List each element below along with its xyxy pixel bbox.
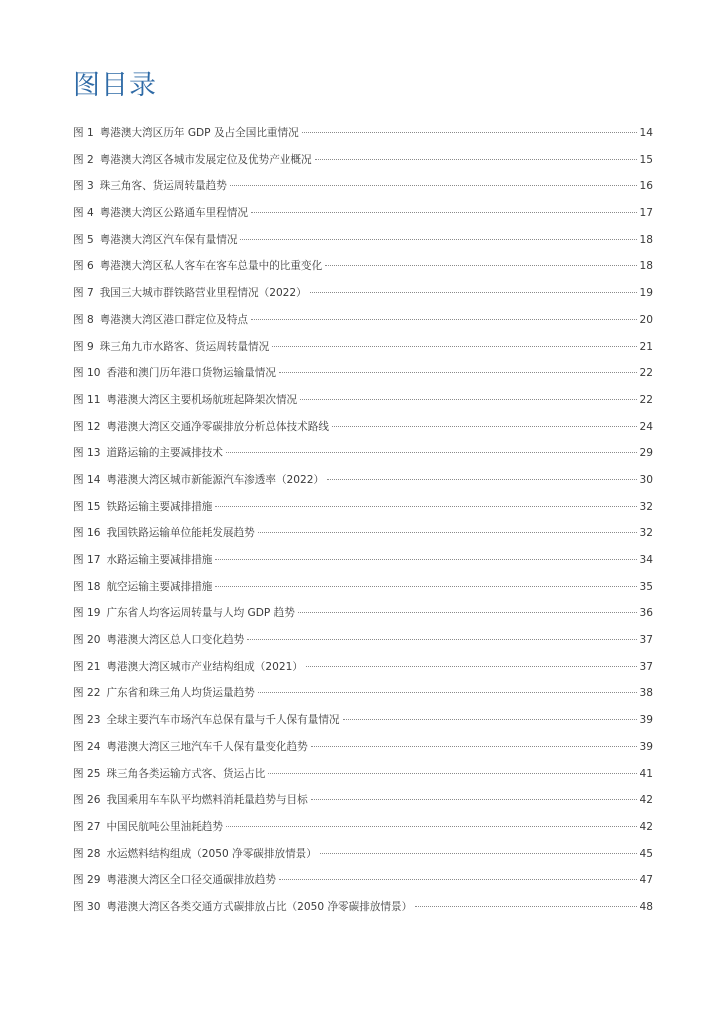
- toc-entry[interactable]: [73, 894, 653, 921]
- figure-number: 图 6: [73, 260, 94, 273]
- toc-entry[interactable]: [73, 334, 653, 361]
- figure-number: 图 20: [73, 634, 101, 647]
- figure-number: 图 4: [73, 207, 94, 220]
- page-number: 48: [639, 900, 653, 913]
- toc-entry[interactable]: [73, 120, 653, 147]
- page-number: 37: [639, 660, 653, 673]
- dot-leader: [258, 532, 637, 533]
- page-number: 21: [639, 340, 653, 353]
- figure-title: 粤港澳大湾区交通净零碳排放分析总体技术路线: [106, 420, 329, 433]
- page-number: 15: [639, 153, 653, 166]
- dot-leader: [327, 479, 636, 480]
- toc-entry[interactable]: [73, 253, 653, 280]
- toc-entry[interactable]: [73, 654, 653, 681]
- toc-entry[interactable]: [73, 547, 653, 574]
- dot-leader: [215, 586, 636, 587]
- toc-entry[interactable]: [73, 600, 653, 627]
- dot-leader: [415, 906, 636, 907]
- figure-number: 图 28: [73, 847, 101, 860]
- toc-entry[interactable]: [73, 520, 653, 547]
- dot-leader: [302, 132, 637, 133]
- figure-title: 粤港澳大湾区主要机场航班起降架次情况: [106, 393, 298, 406]
- page-number: 42: [639, 820, 653, 833]
- dot-leader: [325, 265, 636, 266]
- dot-leader: [298, 612, 637, 613]
- figure-title: 粤港澳大湾区历年 GDP 及占全国比重情况: [99, 127, 299, 139]
- toc-entry[interactable]: [73, 707, 653, 734]
- figure-number: 图 22: [73, 687, 101, 700]
- toc-entry[interactable]: [73, 360, 653, 387]
- dot-leader: [230, 185, 637, 186]
- figure-title: 珠三角各类运输方式客、货运占比: [106, 767, 266, 780]
- dot-leader: [310, 292, 637, 293]
- dot-leader: [272, 346, 636, 347]
- toc-entry[interactable]: [73, 574, 653, 601]
- toc-entry[interactable]: [73, 680, 653, 707]
- figure-number: 图 25: [73, 767, 101, 780]
- page-number: 47: [639, 874, 653, 887]
- page-number: 38: [639, 687, 653, 700]
- page-number: 29: [639, 447, 653, 460]
- toc-entry[interactable]: [73, 627, 653, 654]
- figure-title: 珠三角九市水路客、货运周转量情况: [99, 340, 270, 353]
- figure-number: 图 21: [73, 660, 101, 673]
- figure-title: 铁路运输主要减排措施: [106, 500, 213, 513]
- dot-leader: [251, 212, 637, 213]
- toc-entry[interactable]: [73, 307, 653, 334]
- page-number: 36: [639, 607, 653, 620]
- page-number: 42: [639, 794, 653, 807]
- toc-entry[interactable]: [73, 200, 653, 227]
- dot-leader: [279, 372, 637, 373]
- page-number: 22: [639, 393, 653, 406]
- toc-entry[interactable]: [73, 280, 653, 307]
- figure-title: 粤港澳大湾区各城市发展定位及优势产业概况: [99, 153, 312, 166]
- toc-entry[interactable]: [73, 761, 653, 788]
- figure-title: 全球主要汽车市场汽车总保有量与千人保有量情况: [106, 714, 340, 727]
- page-title: 图目录: [73, 70, 157, 101]
- figure-title: 粤港澳大湾区城市产业结构组成（2021）: [106, 660, 303, 673]
- figure-title: 水运燃料结构组成（2050 净零碳排放情景）: [106, 847, 317, 860]
- page-number: 18: [639, 260, 653, 273]
- page-number: 32: [639, 500, 653, 513]
- toc-entry[interactable]: [73, 440, 653, 467]
- toc-entry[interactable]: [73, 734, 653, 761]
- toc-entry[interactable]: [73, 387, 653, 414]
- figure-title: 粤港澳大湾区私人客车在客车总量中的比重变化: [99, 260, 323, 273]
- page-number: 39: [639, 714, 653, 727]
- figure-title: 粤港澳大湾区各类交通方式碳排放占比（2050 净零碳排放情景）: [106, 900, 413, 913]
- page-number: 30: [639, 473, 653, 486]
- page-number: 41: [639, 767, 653, 780]
- page-number: 14: [639, 127, 653, 139]
- dot-leader: [226, 826, 637, 827]
- figure-number: 图 30: [73, 900, 101, 913]
- dot-leader: [268, 773, 636, 774]
- toc-entry[interactable]: [73, 414, 653, 441]
- dot-leader: [247, 639, 636, 640]
- figure-title: 粤港澳大湾区三地汽车千人保有量变化趋势: [106, 740, 308, 753]
- figure-number: 图 26: [73, 794, 101, 807]
- figure-number: 图 16: [73, 527, 101, 540]
- figure-number: 图 8: [73, 313, 94, 326]
- figure-number: 图 5: [73, 233, 94, 246]
- toc-entry[interactable]: [73, 147, 653, 174]
- dot-leader: [300, 399, 636, 400]
- figure-title: 香港和澳门历年港口货物运输量情况: [106, 367, 276, 380]
- toc-entry[interactable]: [73, 494, 653, 521]
- figure-title: 广东省人均客运周转量与人均 GDP 趋势: [106, 607, 295, 620]
- dot-leader: [215, 506, 636, 507]
- dot-leader: [315, 159, 637, 160]
- dot-leader: [240, 239, 636, 240]
- page-number: 32: [639, 527, 653, 540]
- figure-number: 图 10: [73, 367, 101, 380]
- figure-number: 图 27: [73, 820, 101, 833]
- toc-entry[interactable]: [73, 467, 653, 494]
- figure-number: 图 17: [73, 554, 101, 566]
- figure-number: 图 3: [73, 180, 94, 193]
- page-number: 20: [639, 313, 653, 326]
- figure-title: 粤港澳大湾区公路通车里程情况: [99, 207, 249, 220]
- dot-leader: [215, 559, 636, 560]
- dot-leader: [311, 746, 637, 747]
- figure-number: 图 7: [73, 287, 94, 300]
- dot-leader: [311, 799, 637, 800]
- toc-entry[interactable]: [73, 867, 653, 894]
- figure-list: [73, 120, 653, 921]
- page-number: 16: [639, 180, 653, 193]
- dot-leader: [226, 452, 637, 453]
- page-number: 22: [639, 367, 653, 380]
- figure-number: 图 2: [73, 153, 94, 166]
- page-number: 17: [639, 207, 653, 220]
- page-number: 45: [639, 847, 653, 860]
- figure-title: 粤港澳大湾区城市新能源汽车渗透率（2022）: [106, 473, 325, 486]
- dot-leader: [332, 426, 637, 427]
- figure-title: 中国民航吨公里油耗趋势: [106, 820, 223, 833]
- figure-number: 图 12: [73, 420, 101, 433]
- dot-leader: [258, 692, 637, 693]
- figure-title: 水路运输主要减排措施: [106, 554, 213, 566]
- figure-title: 粤港澳大湾区全口径交通碳排放趋势: [106, 874, 276, 887]
- figure-title: 珠三角客、货运周转量趋势: [99, 180, 227, 193]
- toc-entry[interactable]: [73, 787, 653, 814]
- page-number: 18: [639, 233, 653, 246]
- dot-leader: [251, 319, 637, 320]
- figure-number: 图 29: [73, 874, 101, 887]
- figure-title: 粤港澳大湾区总人口变化趋势: [106, 634, 245, 647]
- figure-number: 图 23: [73, 714, 101, 727]
- figure-number: 图 13: [73, 447, 101, 460]
- figure-number: 图 19: [73, 607, 101, 620]
- figure-title: 广东省和珠三角人均货运量趋势: [106, 687, 255, 700]
- figure-title: 我国三大城市群铁路营业里程情况（2022）: [99, 287, 307, 300]
- figure-title: 道路运输的主要减排技术: [106, 447, 223, 460]
- figure-title: 航空运输主要减排措施: [106, 580, 213, 593]
- figure-number: 图 14: [73, 473, 101, 486]
- toc-entry[interactable]: [73, 173, 653, 200]
- toc-entry[interactable]: [73, 841, 653, 868]
- toc-entry[interactable]: [73, 814, 653, 841]
- dot-leader: [343, 719, 637, 720]
- figure-title: 粤港澳大湾区汽车保有量情况: [99, 233, 238, 246]
- page-number: 34: [639, 554, 653, 566]
- dot-leader: [306, 666, 637, 667]
- figure-number: 图 1: [73, 127, 94, 139]
- page-number: 37: [639, 634, 653, 647]
- figure-number: 图 24: [73, 740, 101, 753]
- toc-entry[interactable]: [73, 227, 653, 254]
- dot-leader: [279, 879, 637, 880]
- page-number: 39: [639, 740, 653, 753]
- page-number: 35: [639, 580, 653, 593]
- dot-leader: [320, 853, 637, 854]
- figure-number: 图 11: [73, 393, 101, 406]
- figure-number: 图 15: [73, 500, 101, 513]
- figure-title: 我国铁路运输单位能耗发展趋势: [106, 527, 255, 540]
- page-number: 19: [639, 287, 653, 300]
- page-number: 24: [639, 420, 653, 433]
- figure-number: 图 18: [73, 580, 101, 593]
- figure-title: 粤港澳大湾区港口群定位及特点: [99, 313, 249, 326]
- figure-number: 图 9: [73, 340, 94, 353]
- figure-title: 我国乘用车车队平均燃料消耗量趋势与目标: [106, 794, 308, 807]
